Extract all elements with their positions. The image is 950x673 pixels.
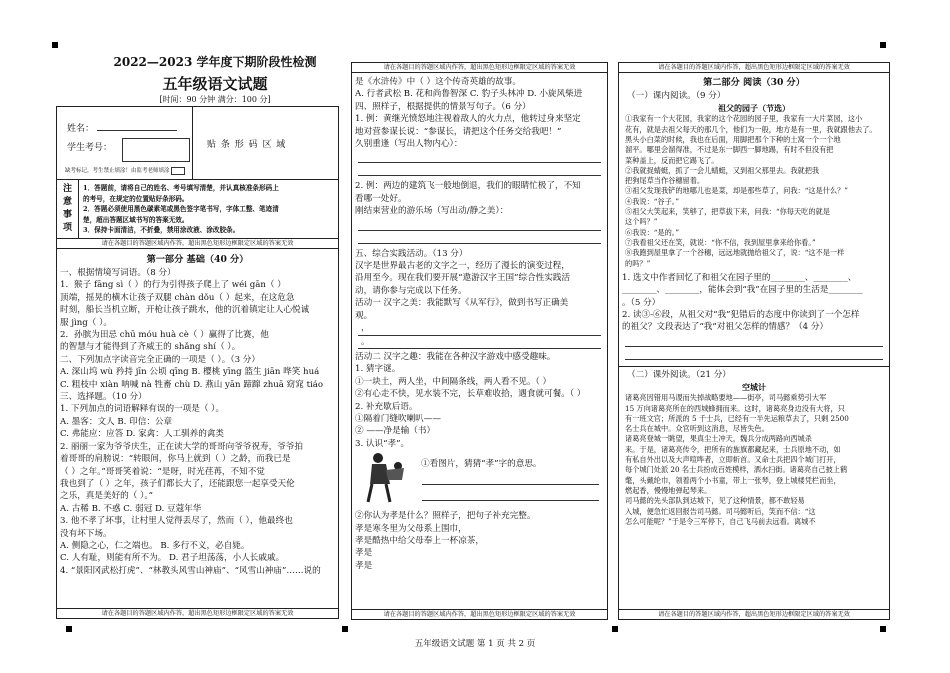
notice-title-char: 项	[62, 223, 72, 233]
passage-line: 黑头小白菜的时候，我也在后面，用脚把那个下种的土窝一个一个地	[625, 135, 841, 144]
question-line: 观。	[355, 310, 373, 321]
question-line: 。（5 分）	[622, 297, 661, 308]
question-line: （ ）之年。”哥哥笑着说：“是呀，时光荏苒，不知不觉	[60, 466, 265, 477]
question-line: 一、根据情境写词语。（8 分）	[60, 268, 176, 278]
question-line: 3. 他不孝了坏事，让村里人觉得丢尽了，然而（ ），他最终也	[60, 516, 293, 527]
passage-line: 来。于是，诸葛亮传令，把所有的旌旗都藏起来，士兵原地不动，如	[625, 444, 841, 454]
passage-line: 入城，便急忙返回报告司马懿。司马懿听后，笑而不信：“这	[625, 506, 816, 516]
question-line: C. 弗能应：应答 D. 家禽：人工驯养的禽类	[60, 429, 225, 440]
xiao-answer[interactable]: 孝是	[355, 548, 373, 559]
passage-line: 这个吗？”	[625, 217, 658, 227]
question-line: 2．孙膑为田忌 chū móu huà cè（ ）赢得了比赛，他	[60, 330, 269, 341]
notice-box	[57, 180, 338, 239]
question-line: 久别重逢（写出人物内心）：	[355, 139, 463, 150]
question-line: 动，请你参与完成以下任务。	[355, 285, 467, 296]
boundary-warning: 请在各题目的答题区域内作答，超出黑色矩形边框限定区域的答案无效	[57, 239, 338, 249]
year-title: 2022—2023 学年度下期阶段性检测	[113, 55, 317, 69]
question-line: ①隔着门缝吹喇叭——	[355, 413, 441, 424]
notice-item: 1．答题前，请将自己的姓名、考号填写清楚，并认真核准条形码上	[83, 184, 279, 192]
boundary-warning: 请在各题目的答题区域内作答，超出黑色矩形边框限定区域的答案无效	[619, 63, 889, 73]
xiao-example: 孝是酷热中给父母奉上一杯凉茶，	[355, 535, 484, 546]
corner-marker	[342, 626, 348, 632]
question-line: 是《水浒传》中（ ）这个传奇英雄的故事。	[355, 77, 522, 87]
passage-line: 15 万向诸葛亮所在的西城蜂拥而来。这时，诸葛亮身边没有大将，只	[625, 403, 845, 413]
question-line: 2. 读③-⑥段，从祖父对“我”犯错后的态度中你读到了一个怎样	[622, 310, 860, 321]
answer-line[interactable]	[358, 218, 601, 231]
time-info: [时间：90 分钟 满分：100 分]	[159, 95, 271, 104]
question-line: 看哪一处好。	[355, 193, 407, 204]
corner-marker	[66, 626, 72, 632]
name-label: 姓名：	[67, 124, 95, 134]
notice-title-char: 事	[62, 210, 72, 220]
question-line: 2. 例：两边的建筑飞一般地倒退，我们的眼睛忙极了，不知	[355, 181, 581, 192]
corner-marker	[880, 626, 886, 632]
notice-item: 的考号，在规定的位置贴好条形码。	[83, 194, 189, 203]
barcode-area: 贴 条 形 码 区 域	[207, 140, 287, 150]
question-line: A. 侧隐之心，仁之端也。 B. 多行不义，必自毙。	[60, 540, 250, 551]
answer-column-2	[351, 62, 608, 620]
absent-label: 缺考标记，考生禁止填涂！由监考老师填涂	[65, 168, 170, 174]
page-footer: 五年级语文试题 第 1 页 共 2 页	[414, 639, 536, 649]
question-line: ②有心走不快，见水装不完，长草难收拾，遇食就可餐。（ ）	[355, 389, 586, 400]
name-input[interactable]	[97, 130, 177, 131]
boundary-warning: 请在各题目的答题区域内作答，超出黑色矩形边框限定区域的答案无效	[57, 608, 338, 618]
passage-line: 把狗尾草当作谷穗留着。	[625, 176, 705, 186]
section-heading: （一）课内阅读。（9 分）	[627, 91, 726, 101]
question-line: ② ——净是输（书）	[355, 426, 436, 437]
absent-checkbox[interactable]	[171, 167, 185, 175]
question-line: ________、________，能体会到“我”在园子里的生活是________	[622, 285, 863, 296]
passage-line: ⑧我跑到屋里拿了一个谷穗，远远地就抛给祖父了，说：“这不是一样	[625, 248, 845, 258]
passage-line: 有私自外出以及大声喧哗者，立即斩首。又命士兵把四个城门打开，	[625, 455, 841, 465]
question-line: 顶端，摇晃的横木让孩子双腿 chàn dǒu（ ）起来，在这危急	[60, 292, 295, 303]
question-line: A. 墨客：文人 B. 印信：公章	[60, 416, 173, 427]
question-line: 五、综合实践活动。（13 分）	[355, 248, 468, 259]
xiao-question-1: ①看图片，猜猜“孝”字的意思。	[421, 459, 542, 470]
passage-line: 花有，就是去祖父每天的那几个，他们为一般，地方是有一里，我就跟他去了。	[625, 124, 877, 134]
passage-line: 菜种盖上，反而把它踢飞了。	[625, 155, 719, 165]
question-line: 之乐，真是美好的（ ）。”	[60, 491, 154, 502]
passage-line: ⑤祖父大笑起来，笑够了，把草拔下来，问我：“你每天吃的就是	[625, 207, 830, 217]
passage-line: 诸葛亮因错用马谡而失掉战略要地——街亭，司马懿乘势引大军	[625, 393, 827, 403]
poem-line[interactable]: ，	[358, 322, 601, 335]
passage-line: 名士兵在城中。众官听到这消息，尽皆失色。	[625, 424, 769, 434]
passage-line: 司马懿的先头部队到达城下，见了这种情景，都不敢轻易	[625, 496, 805, 506]
student-info-box	[57, 107, 338, 180]
student-id-input[interactable]	[122, 138, 190, 162]
question-line: 4. “景阳冈武松打虎”、“林教头风雪山神庙”、“风雪山神庙”……说的	[60, 565, 321, 576]
question-line: C. 人有耻，则能有所不为。 D. 君子坦荡荡，小人长戚戚。	[60, 553, 285, 564]
question-line: 1. 下列加点的词语解释有误的一项是（ ）。	[60, 404, 225, 415]
section-heading: （二）课外阅读。（21 分）	[627, 369, 731, 380]
passage-line: ⑦我看祖父还在笑，就说：“你不信，我到屋里拿来给你看。”	[625, 237, 816, 247]
xiao-picture-icon	[360, 450, 410, 506]
boundary-warning: 请在各题目的答题区域内作答，超出黑色矩形边框限定区域的答案无效	[619, 609, 889, 619]
question-line: 三、选择题。（10 分）	[60, 392, 147, 403]
xiao-question-2: ②你认为孝是什么？照样子，把句子补充完整。	[355, 511, 536, 522]
part1-lines	[57, 267, 338, 577]
corner-marker	[52, 42, 58, 48]
question-line: 服 jìng（ ）。	[60, 317, 112, 328]
question-line: A. 古稀 B. 不惑 C. 弱冠 D. 豆蔻年华	[60, 503, 202, 514]
passage-title: 祖父的园子（节选）	[718, 103, 790, 114]
student-id-label: 学生考号：	[67, 143, 113, 153]
question-line: A. 行者武松 B. 花和尚鲁智深 C. 豹子头林冲 D. 小旋风柴进	[355, 89, 583, 100]
passage-line: 有一班文官；所派的 5 千士兵，已经有一半先运粮草去了，只剩 2500	[625, 413, 849, 423]
corner-marker	[880, 42, 886, 48]
question-line: 地对营参谋长说：“参谋长，请把这个任务交给我吧！”	[355, 126, 562, 137]
passage-line: 的吗？”	[625, 258, 651, 268]
question-line: 刚结束营业的游乐场（写出动/静之美）：	[355, 206, 509, 217]
passage-line: 怎么可能呢？”于是令三军停下，自己飞马前去远看。离城不	[625, 516, 816, 526]
question-line: 二、下列加点字读音完全正确的一项是（ ）。（3 分）	[60, 354, 260, 365]
passage-line: ④我说：“谷子。”	[625, 196, 680, 206]
poem-line[interactable]: 。	[358, 336, 601, 349]
answer-line[interactable]	[358, 163, 601, 176]
passage-line: 诸葛亮登城一眺望，果真尘土冲天，魏兵分成两路向西城杀	[625, 434, 812, 444]
question-line: 3. 认识“孝”。	[355, 438, 410, 449]
answer-line[interactable]	[422, 500, 599, 501]
notice-title-char: 意	[62, 197, 72, 207]
question-line: 没有坏下场。	[60, 528, 112, 539]
passage-line: 溜平。哪里会溜得准，不过是东一脚西一脚地踢，有时不但没有把	[625, 145, 834, 155]
question-line: 活动一 汉字之美：我能默写《从军行》，做到书写正确美	[355, 298, 569, 309]
passage-line: ③祖父发现我铲的地哪儿也是菜，却是那些草了，问我：“这是什么？”	[625, 186, 848, 196]
question-line: 汉字是世界最古老的文字之一，经历了漫长的演变过程，	[355, 261, 570, 272]
part1-heading: 第一部分 基础（40 分）	[146, 254, 249, 265]
question-line: 的智慧与才能得到了齐威王的 shǎng shí（ ）。	[60, 342, 241, 353]
question-line: 四、照样子，根据提供的情景写句子。（6 分）	[355, 101, 531, 112]
question-line: A. 深山坞 wù 矜持 jīn 公顷 qīng B. 樱桃 yīng 篮生 jiān 哗笑 huá	[60, 367, 320, 378]
answer-line[interactable]	[358, 231, 601, 244]
notice-title-char: 注	[62, 184, 72, 194]
boundary-warning: 请在各题目的答题区域内作答，超出黑色矩形边框限定区域的答案无效	[352, 63, 607, 73]
xiao-example: 孝是寒冬里为父母系上围巾，	[355, 523, 467, 534]
passage-line: ⑥我说：“是的。”	[625, 227, 680, 237]
part2-heading: 第二部分 阅读（30 分）	[703, 77, 805, 88]
question-line: C. 粗枝中 xiàn 呐喊 nà 牲畜 chù D. 燕山 yān 蹄蹿 zhuā 窈窕 tiáo	[60, 379, 324, 390]
passage-title: 空城计	[742, 382, 766, 393]
question-line: ①一块土，两人坐，中间隔条线，两人看不见。（ ）	[355, 376, 552, 387]
answer-line[interactable]	[625, 346, 883, 347]
question-line: 时刻，船长当机立断，开枪让孩子跳水，他的沉着镇定让人心悦诚	[60, 305, 310, 316]
question-line: 1. 猜字谜。	[355, 364, 401, 375]
passage-line: 氅，头戴纶巾，领着两个小书童，带上一张琴，登上城楼凭栏而坐，	[625, 475, 841, 485]
xiao-answer[interactable]: 孝是	[355, 560, 373, 571]
answer-line[interactable]	[358, 150, 601, 163]
question-line: 1．猴子 fāng sì（ ）的行为引得孩子爬上了 wéi gān（ ）	[60, 280, 286, 291]
question-line: 活动二 汉字之趣：我能在各种汉字游戏中感受趣味。	[355, 351, 556, 362]
notice-item: 3．保持卡面清洁，不折叠，禁用涂改液、涂改胶条。	[83, 226, 240, 234]
passage-2	[619, 393, 889, 527]
passage-line: ②我就捉蜻蜓，抓了一会儿蜻蜓，又到祖父那里去。我就把我	[625, 165, 820, 175]
answer-column-3	[618, 62, 890, 620]
corner-marker	[612, 626, 618, 632]
notice-item: 2．答题必须使用黑色碳素笔或黑色签字笔书写，字体工整、笔迹清	[83, 205, 279, 213]
question-line: 我也到了（ ）之年，孩子们都长大了，还能跟您一起享受天伦	[60, 478, 295, 489]
answer-column-1	[56, 106, 339, 619]
passage-line: ①我家有一个大花园，我家的这个花园的园子里，我家有一大片菜园，这小	[625, 114, 863, 124]
passage-1	[619, 114, 889, 268]
exam-title: 五年级语文试题	[162, 75, 268, 93]
question-line: 的祖父？文段表达了“我”对祖父怎样的情感？（4 分）	[622, 322, 829, 333]
answer-line[interactable]	[422, 484, 599, 485]
question-line: 2. 补充歇后语。	[355, 401, 418, 412]
boundary-warning: 请在各题目的答题区域内作答，超出黑色矩形边框限定区域的答案无效	[352, 609, 607, 619]
answer-line[interactable]	[625, 359, 883, 360]
question-line: 1. 选文中作者回忆了和祖父在园子里的________、________、	[622, 272, 857, 283]
question-line: 2. 丽丽一家为爷爷庆生，正在读大学的哥哥向爷爷祝寿，爷爷拍	[60, 441, 303, 452]
question-line: 1. 例：黄继光愤怒地注视着敌人的火力点，他转过身来坚定	[355, 114, 581, 125]
notice-item: 楚，超出答题区域书写的答案无效。	[83, 215, 189, 224]
passage-line: 每个城门处派 20 名士兵扮成百姓模样，洒水扫街。诸葛亮自己披上鹤	[625, 465, 848, 475]
passage-line: 燃起香，慢慢地弹起琴来。	[625, 485, 712, 495]
question-line: 着哥哥的肩膀说：“转眼间，你马上就到（ ）之龄，而我已是	[60, 454, 291, 465]
question-line: 沿用至今。现在我们要开展“遨游汉字王国”综合性实践活	[355, 273, 571, 284]
